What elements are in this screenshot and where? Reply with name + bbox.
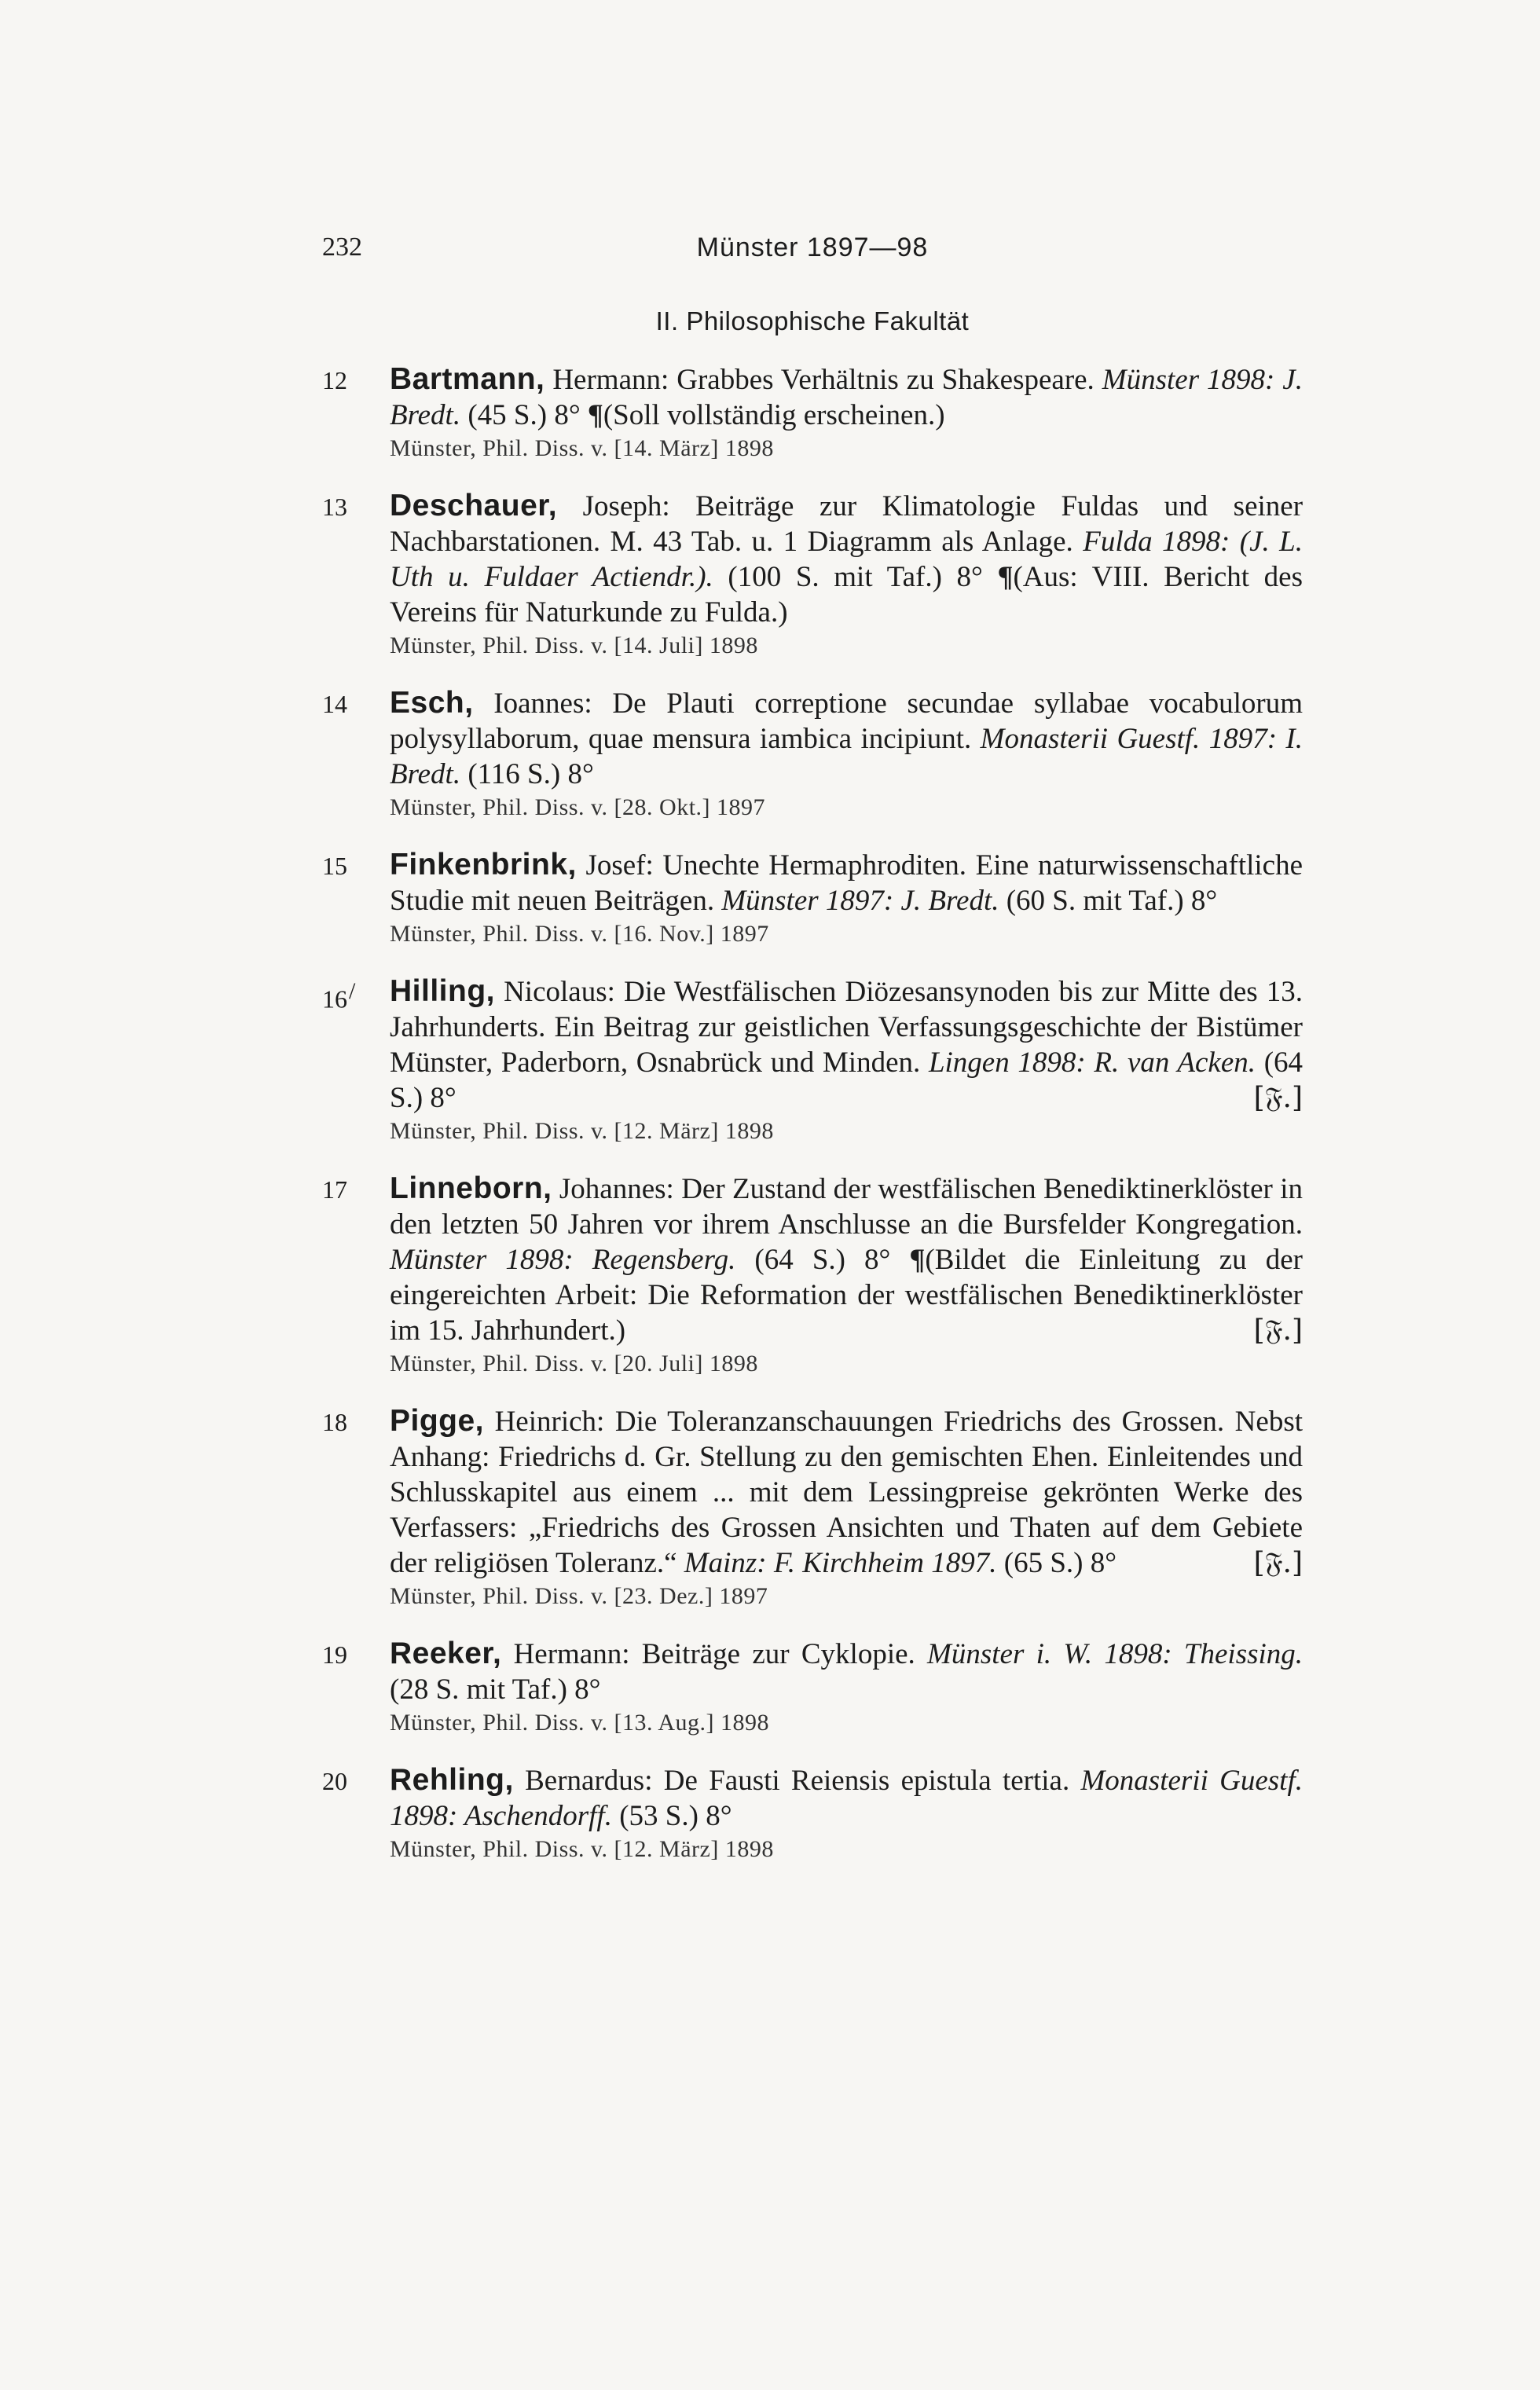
author-surname: Finkenbrink, <box>390 848 577 882</box>
author-firstname: Bernardus: <box>525 1765 653 1797</box>
author-firstname: Nicolaus: <box>504 976 615 1008</box>
entry-note: (Soll vollständig erscheinen.) <box>603 399 945 431</box>
entry-number: 19 <box>322 1640 347 1669</box>
entry-number <box>322 978 355 1014</box>
entry-number: 17 <box>322 1175 347 1204</box>
entry-number: 18 <box>322 1408 347 1436</box>
entry-body <box>390 488 1303 630</box>
pilcrow-icon: ¶ <box>909 1244 926 1276</box>
publication-info: Münster 1898: J. Bredt. <box>390 364 1303 431</box>
entry-number: 12 <box>322 366 347 394</box>
list-item <box>322 1403 1303 1612</box>
entry-number: 15 <box>322 852 347 880</box>
entry-body <box>390 973 1303 1116</box>
format-mark: [𝔉.] <box>1253 1314 1303 1347</box>
running-head <box>322 233 1303 272</box>
publication-info: Münster 1897: J. Bredt. <box>721 885 999 917</box>
author-surname: Deschauer, <box>390 489 558 522</box>
section-heading: II. Philosophische Fakultät <box>655 306 970 335</box>
physical-description: (45 S.) 8° <box>468 399 581 431</box>
dissertation-line: Münster, Phil. Diss. v. [23. Dez.] 1897 <box>390 1583 768 1609</box>
running-title: Münster 1897—98 <box>696 233 929 262</box>
publication-info: Monasterii Guestf. 1898: Aschendorff. <box>390 1765 1303 1832</box>
physical-description: (60 S. mit Taf.) 8° <box>1006 885 1218 917</box>
publication-info: Monasterii Guestf. 1897: I. Bredt. <box>390 723 1304 790</box>
dissertation-line: Münster, Phil. Diss. v. [28. Okt.] 1897 <box>390 794 766 820</box>
physical-description: (28 S. mit Taf.) 8° <box>390 1673 601 1706</box>
publication-info: Mainz: F. Kirchheim 1897. <box>684 1547 997 1579</box>
entry-title: Der Zustand der westfälischen Benediktinerklöster in den letzten 50 Jahren vor ihrem Anschlusse an die Bursfelder Kongregation. <box>390 1173 1304 1241</box>
publication-info: Münster 1898: Regensberg. <box>390 1244 736 1276</box>
entry-body <box>390 1762 1303 1834</box>
entry-body <box>390 1403 1303 1581</box>
physical-description: (100 S. mit Taf.) 8° <box>728 561 983 593</box>
publication-info: Fulda 1898: (J. L. Uth u. Fuldaer Actiendr.). <box>390 526 1303 593</box>
entry-list <box>322 361 1303 1889</box>
format-mark: [𝔉.] <box>1253 1082 1303 1114</box>
entry-body <box>390 361 1303 433</box>
list-item <box>322 488 1303 662</box>
physical-description: (65 S.) 8° <box>1003 1547 1117 1579</box>
page-number: 232 <box>322 233 362 262</box>
check-mark-icon: / <box>349 978 356 1004</box>
list-item <box>322 1171 1303 1380</box>
format-mark: [𝔉.] <box>1253 1547 1303 1579</box>
dissertation-line: Münster, Phil. Diss. v. [14. März] 1898 <box>390 435 774 461</box>
author-firstname: Josef: <box>585 849 654 882</box>
author-surname: Bartmann, <box>390 362 545 396</box>
entry-title: Grabbes Verhältnis zu Shakespeare. <box>676 364 1094 396</box>
entry-title: Beiträge zur Klimatologie Fuldas und seiner Nachbarstationen. M. 43 Tab. u. 1 Diagramm als Anlage. <box>390 490 1304 558</box>
list-item <box>322 973 1303 1147</box>
entry-number: 14 <box>322 690 347 718</box>
author-surname: Esch, <box>390 686 474 720</box>
author-firstname: Ioannes: <box>493 687 592 720</box>
dissertation-line: Münster, Phil. Diss. v. [14. Juli] 1898 <box>390 632 758 658</box>
entry-title: Die Westfälischen Diözesansynoden bis zur Mitte des 13. Jahrhunderts. Ein Beitrag zur geistlichen Verfassungsgeschichte der Bistümer Münster, Paderborn, Osnabrück und Minden. <box>390 976 1303 1079</box>
physical-description: (64 S.) 8° <box>754 1244 891 1276</box>
publication-info: Lingen 1898: R. van Acken. <box>928 1047 1256 1079</box>
entry-number: 20 <box>322 1767 347 1795</box>
publication-info: Münster i. W. 1898: Theissing. <box>927 1638 1304 1670</box>
entry-body <box>390 847 1303 918</box>
pilcrow-icon: ¶ <box>587 399 603 431</box>
entry-note: (Aus: VIII. Bericht des Vereins für Naturkunde zu Fulda.) <box>390 561 1304 629</box>
author-firstname: Joseph: <box>582 490 670 522</box>
author-surname: Reeker, <box>390 1637 502 1670</box>
dissertation-line: Münster, Phil. Diss. v. [12. März] 1898 <box>390 1836 774 1862</box>
entry-note: (Bildet die Einleitung zu der eingereichten Arbeit: Die Reformation der westfälischen Benediktinerklöster im 15. Jahrhundert.) <box>390 1244 1303 1347</box>
list-item <box>322 1636 1303 1739</box>
list-item <box>322 361 1303 464</box>
entry-body <box>390 1171 1303 1348</box>
author-surname: Hilling, <box>390 974 495 1008</box>
dissertation-line: Münster, Phil. Diss. v. [12. März] 1898 <box>390 1118 774 1144</box>
entry-title: De Plauti correptione secundae syllabae vocabulorum polysyllaborum, quae mensura iambica incipiunt. <box>390 687 1304 755</box>
pilcrow-icon: ¶ <box>997 561 1014 593</box>
list-item <box>322 1762 1303 1865</box>
author-firstname: Hermann: <box>513 1638 630 1670</box>
author-firstname: Heinrich: <box>494 1406 605 1438</box>
entry-title: De Fausti Reiensis epistula tertia. <box>663 1765 1070 1797</box>
entry-title: Beiträge zur Cyklopie. <box>641 1638 915 1670</box>
author-firstname: Hermann: <box>552 364 669 396</box>
entry-body <box>390 685 1303 792</box>
physical-description: (53 S.) 8° <box>619 1800 732 1832</box>
entry-number: 13 <box>322 493 347 521</box>
dissertation-line: Münster, Phil. Diss. v. [16. Nov.] 1897 <box>390 921 769 947</box>
entry-number-value: 16 <box>322 984 347 1014</box>
entry-body <box>390 1636 1303 1707</box>
author-surname: Pigge, <box>390 1404 485 1438</box>
list-item <box>322 847 1303 950</box>
entry-title: Die Toleranzanschauungen Friedrichs des Grossen. Nebst Anhang: Friedrichs d. Gr. Stellung zu den gemischten Ehen. Einleitendes und Schlusskapitel aus einem ... mit dem Lessingpreise gekrönten Werke des Verfassers: „Friedrichs des Grossen Ansichten und Thaten auf dem Gebiete der religiösen Toleranz.“ <box>390 1406 1303 1579</box>
author-surname: Linneborn, <box>390 1171 552 1205</box>
dissertation-line: Münster, Phil. Diss. v. [20. Juli] 1898 <box>390 1351 758 1376</box>
physical-description: (64 S.) 8° <box>390 1047 1304 1114</box>
dissertation-line: Münster, Phil. Diss. v. [13. Aug.] 1898 <box>390 1710 770 1736</box>
entry-title: Unechte Hermaphroditen. Eine naturwissenschaftliche Studie mit neuen Beiträgen. <box>390 849 1304 917</box>
physical-description: (116 S.) 8° <box>468 758 594 790</box>
list-item <box>322 685 1303 823</box>
author-firstname: Johannes: <box>559 1173 674 1205</box>
author-surname: Rehling, <box>390 1763 514 1797</box>
